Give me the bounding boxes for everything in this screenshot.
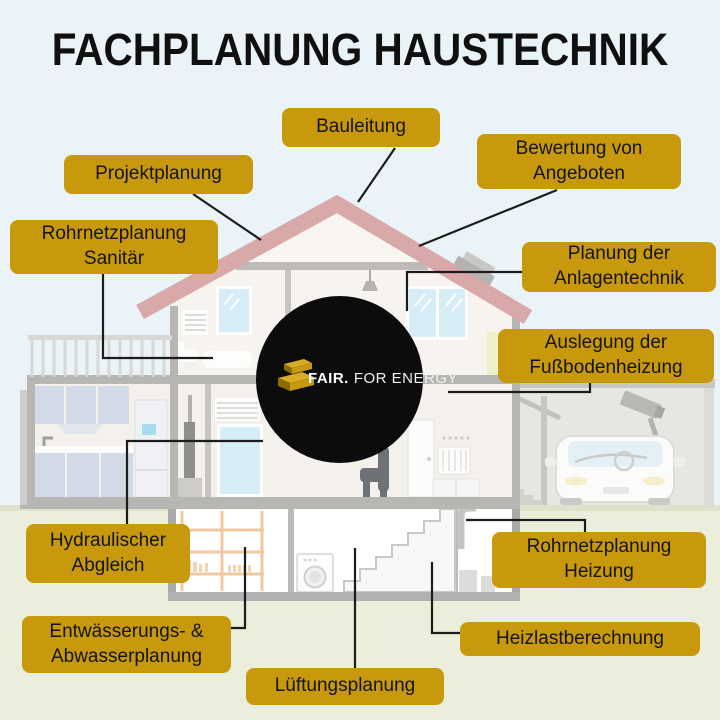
washing-machine-icon bbox=[297, 554, 333, 592]
label-auslegung-der-fussbodenheizung: Auslegung der Fußbodenheizung bbox=[498, 329, 714, 383]
garage bbox=[505, 379, 715, 505]
connector-bauleitung bbox=[358, 148, 395, 202]
brand-name: FAIR. bbox=[308, 370, 349, 387]
radiator bbox=[438, 447, 470, 474]
brand-logo-circle bbox=[256, 296, 459, 463]
page-title: FACHPLANUNG HAUSTECHNIK bbox=[51, 24, 669, 75]
label-bewertung-von-angeboten: Bewertung von Angeboten bbox=[477, 134, 681, 189]
car bbox=[545, 436, 685, 505]
label-rohrnetzplanung-heizung: Rohrnetzplanung Heizung bbox=[492, 532, 706, 588]
connector-bewertung bbox=[419, 190, 557, 246]
label-bauleitung: Bauleitung bbox=[282, 108, 440, 147]
label-planung-der-anlagentechnik: Planung der Anlagentechnik bbox=[522, 242, 716, 292]
label-rohrnetzplanung-sanitaer: Rohrnetzplanung Sanitär bbox=[10, 220, 218, 274]
label-projektplanung: Projektplanung bbox=[64, 155, 253, 194]
balcony-railing bbox=[28, 335, 172, 377]
brand-logo-text bbox=[308, 370, 458, 387]
label-lueftungsplanung: Lüftungsplanung bbox=[246, 668, 444, 705]
label-hydraulischer-abgleich: Hydraulischer Abgleich bbox=[26, 524, 190, 583]
brand-tagline: FOR ENERGY bbox=[353, 370, 459, 387]
label-heizlastberechnung: Heizlastberechnung bbox=[460, 622, 700, 656]
label-entwaesserungs-abwasserplanung: Entwässerungs- & Abwasserplanung bbox=[22, 616, 231, 673]
